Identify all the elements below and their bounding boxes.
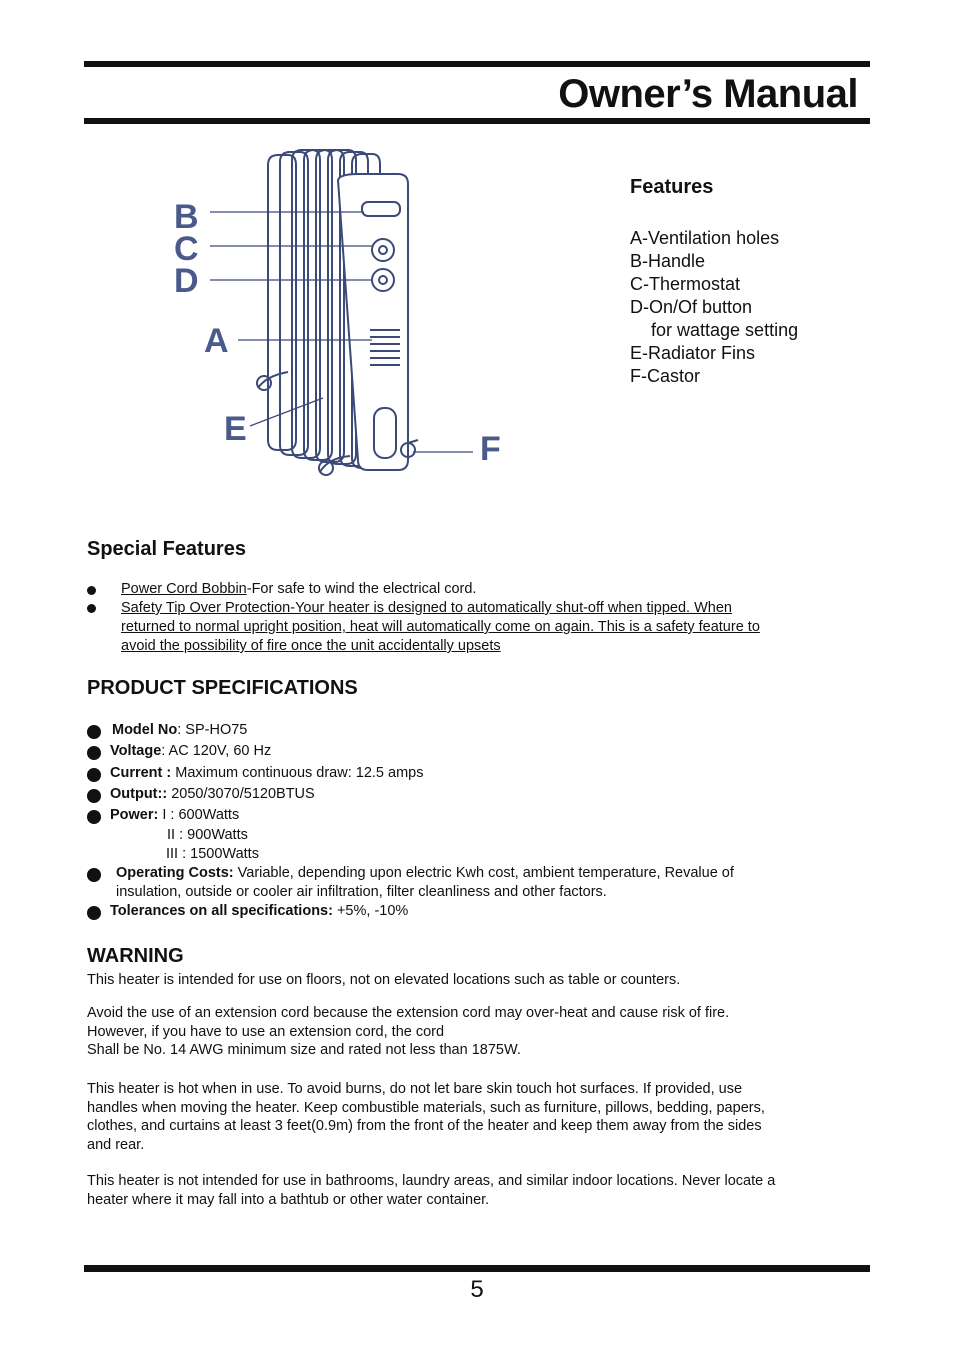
- special-feature-line: returned to normal upright position, heat will automatically come on again. This is a safety feature to: [121, 619, 760, 635]
- bullet-icon: [87, 810, 101, 824]
- special-feature-line: avoid the possibility of fire once the unit accidentally upsets: [121, 638, 501, 654]
- warning-line: However, if you have to use an extension cord, the cord: [87, 1023, 445, 1040]
- warning-paragraph: This heater is intended for use on floors, not on elevated locations such as table or counters.: [87, 972, 681, 988]
- warning-line: heater where it may fall into a bathtub or other water container.: [87, 1191, 490, 1208]
- spec-tolerances: [110, 902, 408, 921]
- spec-label: Voltage: [110, 743, 162, 759]
- spec-current: [110, 764, 423, 783]
- heater-illustration: [257, 150, 418, 475]
- diagram-label-e: E: [224, 410, 247, 448]
- special-feature-desc: -For safe to wind the electrical cord.: [246, 581, 477, 597]
- special-feature-item: [121, 580, 841, 599]
- spec-label: Current :: [110, 765, 172, 781]
- spec-value: I : 600Watts: [162, 807, 240, 823]
- bullet-icon: [87, 906, 101, 920]
- header-top-rule: [84, 61, 870, 67]
- bullet-icon: [87, 789, 101, 803]
- diagram-label-d: D: [174, 262, 199, 300]
- special-features-heading: Special Features: [87, 538, 246, 560]
- warning-paragraph: [87, 1080, 857, 1154]
- heater-diagram: [118, 140, 528, 490]
- diagram-leader-lines: [210, 212, 473, 452]
- special-feature-item: [121, 599, 841, 656]
- bullet-icon: [87, 768, 101, 782]
- spec-value: : AC 120V, 60 Hz: [161, 743, 272, 759]
- spec-output: [110, 785, 315, 804]
- feature-item: E-Radiator Fins: [630, 343, 756, 363]
- footer-rule: [84, 1265, 870, 1272]
- spec-value: Variable, depending upon electric Kwh cost, ambient temperature, Revalue of: [233, 865, 734, 881]
- spec-label: Model No: [112, 722, 178, 738]
- feature-item: D-On/Of button: [630, 297, 753, 317]
- spec-label: Operating Costs:: [116, 865, 234, 881]
- spec-operating-costs-cont: insulation, outside or cooler air infiltration, filter cleanliness and other factors.: [116, 884, 607, 900]
- specifications-heading: PRODUCT SPECIFICATIONS: [87, 677, 358, 699]
- page-number: 5: [470, 1276, 484, 1303]
- diagram-label-b: B: [174, 198, 199, 236]
- warning-line: Shall be No. 14 AWG minimum size and rated not less than 1875W.: [87, 1042, 521, 1058]
- warning-heading: WARNING: [87, 945, 184, 967]
- bullet-icon: [87, 746, 101, 760]
- warning-line: This heater is hot when in use. To avoid burns, do not let bare skin touch hot surfaces. If provided, use: [87, 1081, 743, 1097]
- bullet-icon: [87, 586, 96, 595]
- warning-paragraph: [87, 1172, 857, 1209]
- special-feature-line: Safety Tip Over Protection-Your heater is designed to automatically shut-off when tipped. When: [121, 600, 732, 616]
- warning-line: Avoid the use of an extension cord because the extension cord may over-heat and cause risk of fire.: [87, 1005, 730, 1021]
- spec-power-level: II : 900Watts: [167, 827, 248, 843]
- spec-label: Output::: [110, 786, 168, 802]
- warning-line: clothes, and curtains at least 3 feet(0.9m) from the front of the heater and keep them away from the sides: [87, 1118, 762, 1134]
- spec-value: Maximum continuous draw: 12.5 amps: [171, 765, 424, 781]
- spec-operating-costs: [116, 864, 856, 883]
- feature-item: B-Handle: [630, 251, 706, 271]
- spec-power: [110, 806, 239, 825]
- header-bottom-rule: [84, 118, 870, 124]
- warning-line: and rear.: [87, 1136, 145, 1153]
- feature-item: for wattage setting: [651, 320, 799, 340]
- special-feature-title: Power Cord Bobbin: [121, 581, 247, 597]
- spec-label: Power:: [110, 807, 159, 823]
- spec-value: +5%, -10%: [332, 903, 409, 919]
- spec-value: : SP-HO75: [177, 722, 248, 738]
- spec-voltage: [110, 742, 271, 761]
- warning-paragraph: [87, 1004, 857, 1060]
- bullet-icon: [87, 868, 101, 882]
- page-title: Owner’s Manual: [558, 72, 858, 116]
- spec-model: [112, 721, 247, 740]
- spec-power-level: III : 1500Watts: [166, 846, 259, 862]
- diagram-label-f: F: [480, 430, 501, 468]
- diagram-label-c: C: [174, 230, 199, 268]
- feature-item: C-Thermostat: [630, 274, 741, 294]
- features-list: [630, 176, 870, 388]
- diagram-label-a: A: [204, 322, 229, 360]
- bullet-icon: [87, 604, 96, 613]
- warning-line: handles when moving the heater. Keep combustible materials, such as furniture, pillows, bedding, papers,: [87, 1099, 765, 1116]
- warning-line: This heater is not intended for use in bathrooms, laundry areas, and similar indoor locations. Never locate a: [87, 1173, 776, 1189]
- spec-label: Tolerances on all specifications:: [110, 903, 333, 919]
- spec-value: 2050/3070/5120BTUS: [167, 786, 315, 802]
- bullet-icon: [87, 725, 101, 739]
- features-heading: Features: [630, 176, 714, 198]
- feature-item: F-Castor: [630, 366, 701, 386]
- feature-item: A-Ventilation holes: [630, 228, 780, 248]
